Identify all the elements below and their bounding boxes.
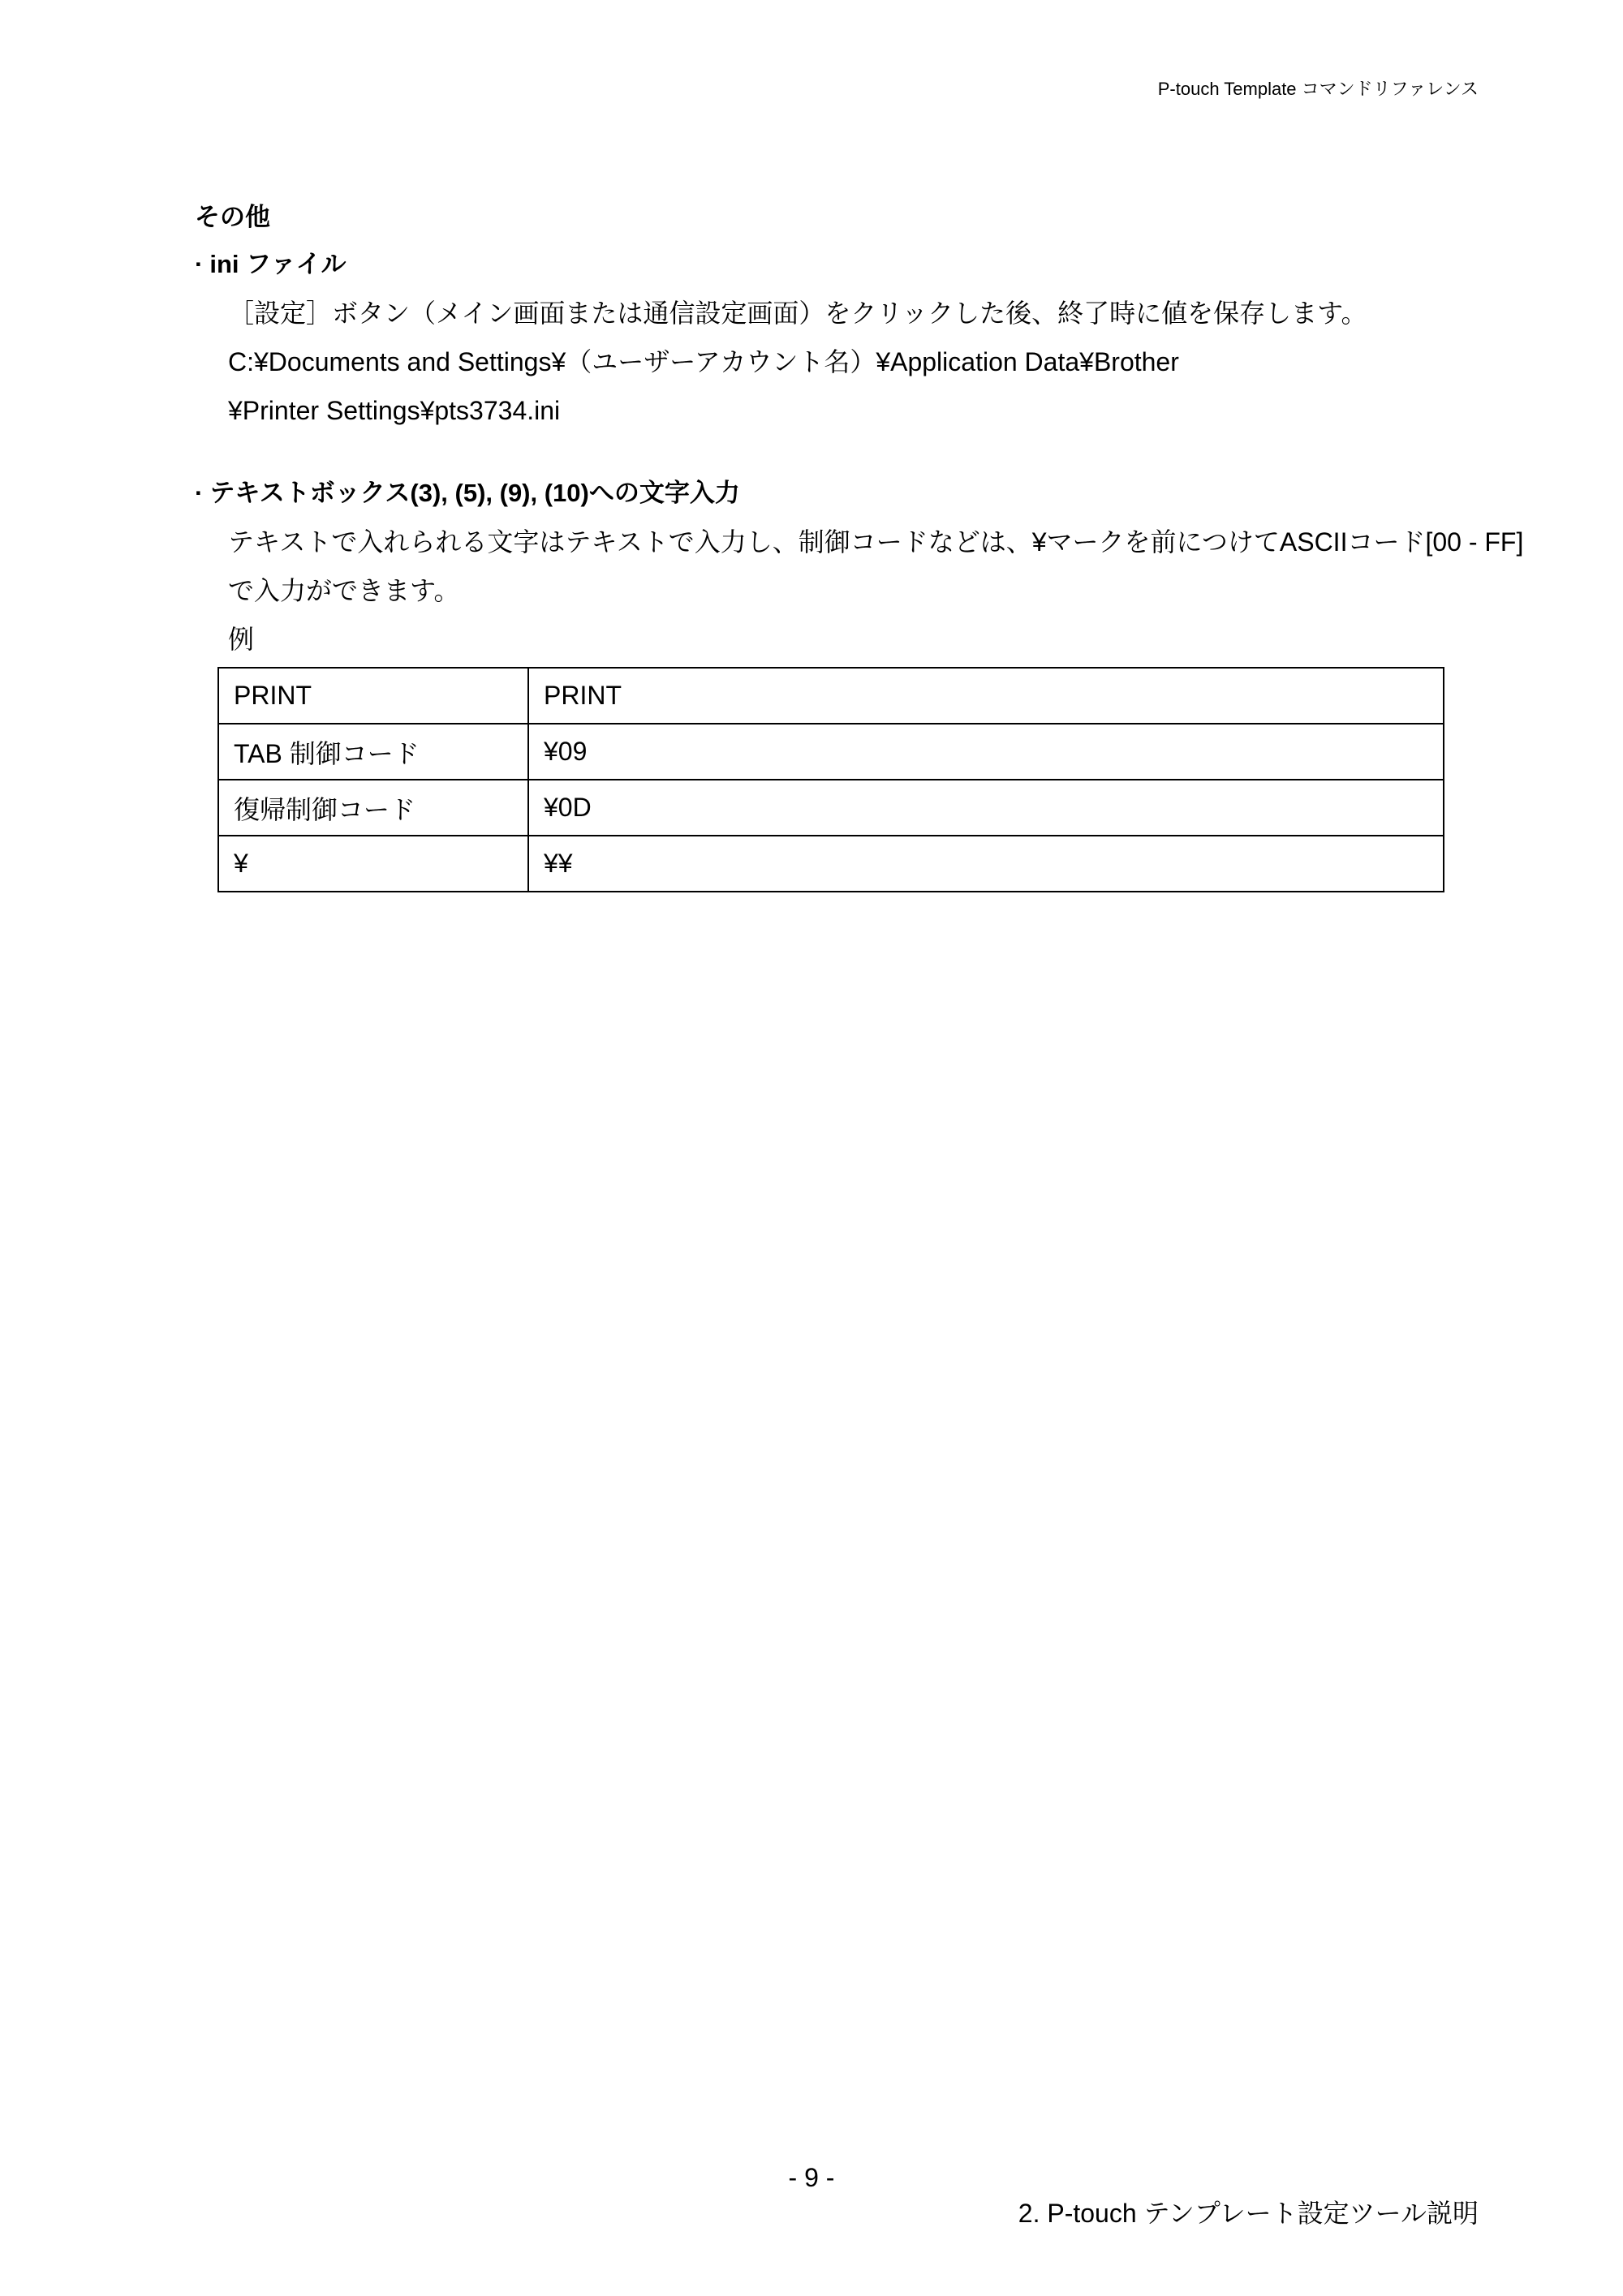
- page-number: - 9 -: [788, 2163, 835, 2192]
- ini-file-heading-text: ini ファイル: [209, 250, 347, 278]
- table-row: [218, 780, 1444, 836]
- ini-file-description: [195, 294, 1477, 430]
- text-input-description: [195, 522, 1524, 610]
- text-input-heading-text: テキストボックス(3), (5), (9), (10)への文字入力: [209, 479, 740, 507]
- table-row: [218, 836, 1444, 892]
- table-cell-label: ¥: [218, 836, 528, 892]
- ini-file-path-line: ¥Printer Settings¥pts3734.ini: [228, 396, 561, 425]
- example-label: 例: [228, 625, 255, 654]
- table-cell-value: ¥¥: [528, 836, 1444, 892]
- text-input-line: で入力ができます。: [228, 576, 460, 605]
- table-cell-label: TAB 制御コード: [218, 724, 528, 780]
- ini-file-line: ［設定］ボタン（メイン画面または通信設定画面）をクリックした後、終了時に値を保存します。: [228, 299, 1367, 328]
- example-table: [217, 667, 1444, 892]
- ini-file-path-line: C:¥Documents and Settings¥（ユーザーアカウント名）¥Application Data¥Brother: [228, 347, 1179, 376]
- table-row: [218, 724, 1444, 780]
- table-cell-value: PRINT: [528, 668, 1444, 724]
- text-input-heading: [195, 474, 1477, 513]
- table-cell-value: ¥09: [528, 724, 1444, 780]
- page-header: P-touch Template コマンドリファレンス: [1157, 79, 1479, 99]
- section-title: その他: [195, 203, 270, 231]
- bullet-dot: ·: [195, 250, 204, 278]
- ini-file-heading: [195, 245, 1477, 284]
- page-content: [195, 198, 1524, 892]
- table-cell-value: ¥0D: [528, 780, 1444, 836]
- chapter-footer: 2. P-touch テンプレート設定ツール説明: [1018, 2199, 1479, 2228]
- table-cell-label: PRINT: [218, 668, 528, 724]
- table-row: [218, 668, 1444, 724]
- bullet-dot: ·: [195, 479, 204, 507]
- text-input-line: テキストで入れられる文字はテキストで入力し、制御コードなどは、¥マークを前につけてASCIIコード[00 - FF]: [228, 527, 1524, 557]
- table-cell-label: 復帰制御コード: [218, 780, 528, 836]
